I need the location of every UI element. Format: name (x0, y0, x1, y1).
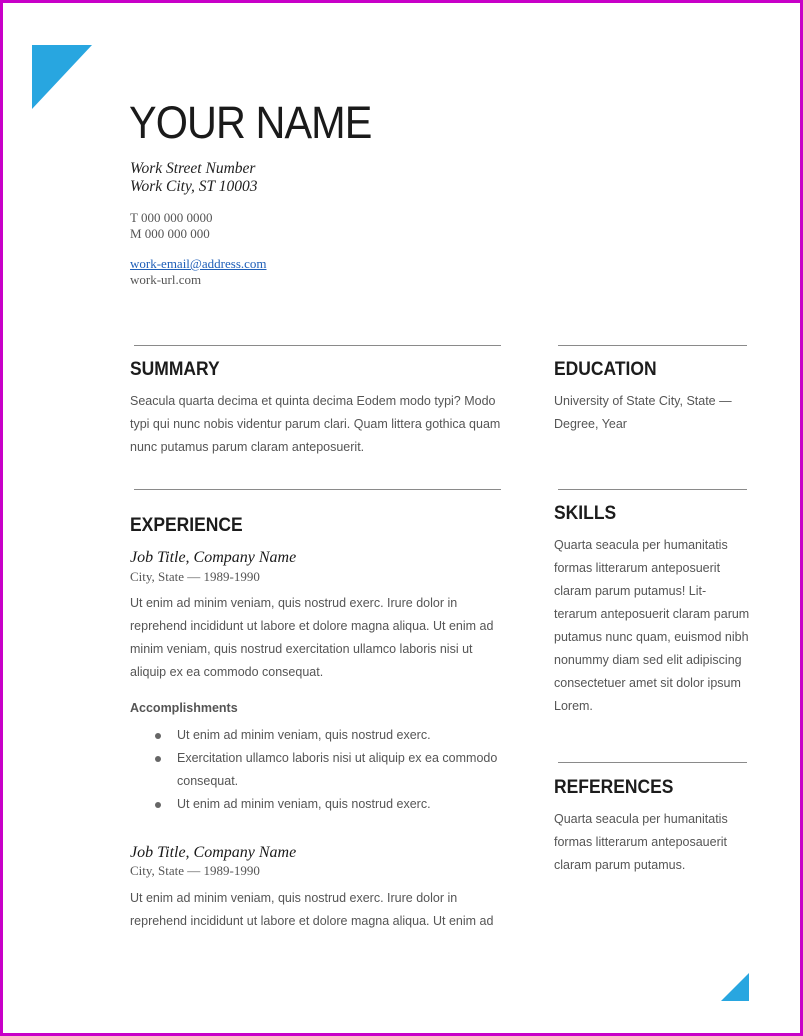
job-date: City, State — 1989-1990 (130, 569, 260, 584)
city-address: Work City, ST 10003 (130, 178, 258, 195)
education-heading: EDUCATION (554, 359, 657, 380)
summary-line: typi qui nunc nobis videntur parum clari. Quam littera gothica quam (130, 417, 501, 431)
phone-m: M 000 000 000 (130, 226, 210, 241)
references-line: Quarta seacula per humanitatis (554, 812, 728, 826)
corner-accent-top (32, 45, 92, 109)
job-line: aliquip ex ea commodo consequat. (130, 665, 324, 679)
email-link[interactable]: work-email@address.com (130, 256, 267, 271)
website-url: work-url.com (130, 272, 202, 287)
job-line: reprehend incididunt ut labore et dolore magna aliqua. Ut enim ad (130, 619, 494, 633)
skills-line: nonummy diam sed elit adipiscing (554, 653, 742, 667)
phone-block (130, 210, 212, 242)
references-line: claram parum putamus. (554, 858, 686, 872)
summary-text (130, 390, 520, 459)
summary-heading: SUMMARY (130, 359, 220, 380)
job-line: Ut enim ad minim veniam, quis nostrud exerc. Irure dolor in (130, 891, 458, 905)
job-line: reprehend incididunt ut labore et dolore magna aliqua. Ut enim ad (130, 914, 494, 928)
job-date: City, State — 1989-1990 (130, 863, 260, 878)
resume-page (3, 3, 800, 1033)
references-text (554, 808, 784, 877)
address-block (130, 160, 257, 196)
skills-line: claram parum putamus! Lit- (554, 584, 707, 598)
skills-line: terarum anteposuerit claram parum (554, 607, 750, 621)
accomplishment-item: Ut enim ad minim veniam, quis nostrud exerc. (153, 724, 513, 747)
summary-divider (134, 345, 501, 346)
skills-line: formas litterarum anteposuerit (554, 561, 721, 575)
references-heading: REFERENCES (554, 777, 674, 798)
education-divider (558, 345, 747, 346)
skills-divider (558, 489, 747, 490)
skills-text (554, 534, 784, 718)
education-line: Degree, Year (554, 417, 627, 431)
skills-line: Quarta seacula per humanitatis (554, 538, 728, 552)
accomplishment-item: Ut enim ad minim veniam, quis nostrud exerc. (153, 793, 513, 816)
resume-name: YOUR NAME (129, 97, 372, 148)
corner-accent-bottom (721, 973, 749, 1001)
experience-divider (134, 489, 501, 490)
contact-block (130, 256, 267, 288)
accomplishment-item: Exercitation ullamco laboris nisi ut aliquip ex ea commodo consequat. (153, 747, 513, 793)
summary-line: Seacula quarta decima et quinta decima Eodem modo typi? Modo (130, 394, 496, 408)
job-title: Job Title, Company Name (130, 549, 297, 566)
references-divider (558, 762, 747, 763)
job-title: Job Title, Company Name (130, 844, 297, 861)
summary-line: nunc putamus parum claram anteposuerit. (130, 440, 365, 454)
job-description (130, 887, 520, 933)
skills-line: consectetuer amet sit dolor ipsum (554, 676, 741, 690)
skills-line: Lorem. (554, 699, 593, 713)
job-line: minim veniam, quis nostrud exercitation ullamco laboris nisi ut (130, 642, 473, 656)
experience-heading: EXPERIENCE (130, 515, 243, 536)
phone-t: T 000 000 0000 (130, 210, 213, 225)
references-line: formas litterarum anteposauerit (554, 835, 727, 849)
skills-line: putamus nunc quam, euismod nibh (554, 630, 749, 644)
skills-heading: SKILLS (554, 503, 617, 524)
street-address: Work Street Number (130, 160, 256, 177)
accomplishments-list (153, 724, 513, 816)
accomplishments-label: Accomplishments (130, 701, 238, 715)
education-text (554, 390, 774, 436)
job-line: Ut enim ad minim veniam, quis nostrud exerc. Irure dolor in (130, 596, 458, 610)
education-line: University of State City, State — (554, 394, 732, 408)
job-description (130, 592, 520, 684)
